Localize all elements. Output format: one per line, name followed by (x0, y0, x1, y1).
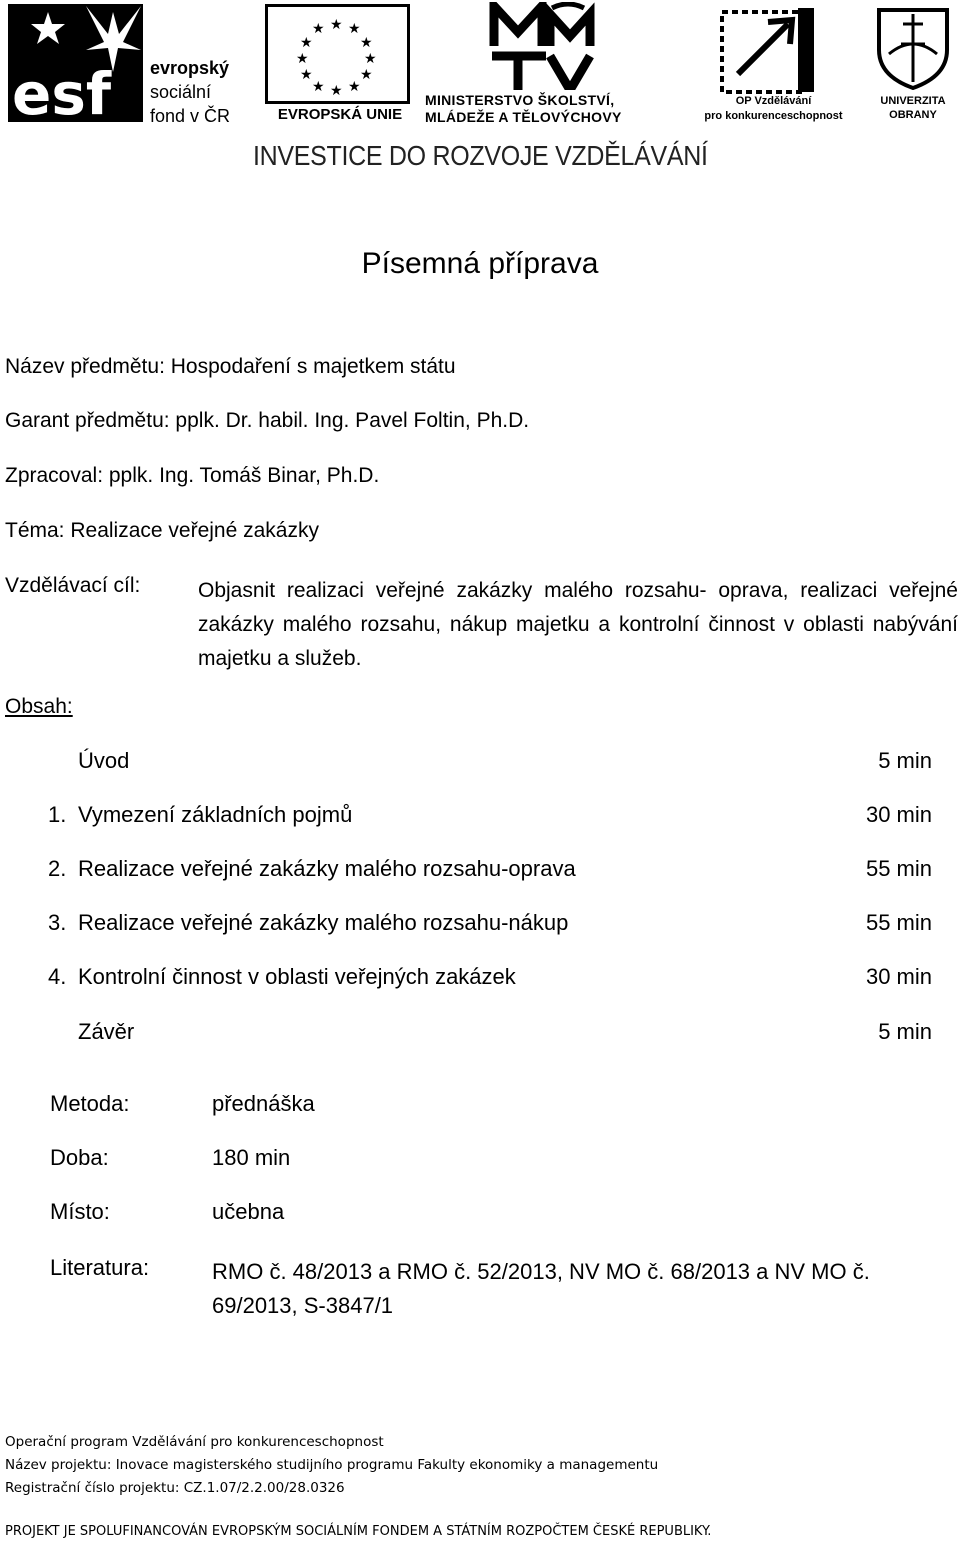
guarantor-line: Garant předmětu: pplk. Dr. habil. Ing. Pavel Foltin, Ph.D. (5, 409, 530, 432)
goal-text: Objasnit realizaci veřejné zakázky malého rozsahu- oprava, realizaci veřejné zakázky malého rozsahu, nákup majetku a kontrolní činnost v oblasti nabývání majetku a služeb. (198, 579, 958, 670)
eu-caption: EVROPSKÁ UNIE (277, 106, 403, 123)
toc-item-number: 3. (48, 910, 67, 935)
svg-text:★: ★ (364, 51, 377, 67)
toc-item-time: 5 min (878, 748, 932, 773)
svg-text:★: ★ (296, 51, 309, 67)
op-logo (718, 4, 818, 96)
svg-text:esf: esf (12, 60, 112, 122)
eu-flag (265, 4, 410, 104)
toc-item-label: Realizace veřejné zakázky malého rozsahu-oprava (78, 856, 576, 881)
subject-line: Název předmětu: Hospodaření s majetkem státu (5, 355, 456, 378)
toc-item-time: 55 min (865, 910, 932, 935)
toc-item-number: 1. (48, 802, 67, 827)
page-title: Písemná příprava (361, 247, 599, 280)
footer-program: Operační program Vzdělávání pro konkurenceschopnost (5, 1434, 384, 1450)
topic-line: Téma: Realizace veřejné zakázky (5, 519, 319, 542)
toc-item-number: 4. (48, 964, 67, 989)
header-slogan: INVESTICE DO ROZVOJE VZDĚLÁVÁNÍ (253, 141, 708, 172)
literature-value: RMO č. 48/2013 a RMO č. 52/2013, NV MO č. 68/2013 a NV MO č. 69/2013, S-3847/1 (212, 1259, 870, 1318)
esf-logo (8, 4, 143, 122)
content-label: Obsah: (5, 695, 73, 718)
place-value: učebna (212, 1199, 285, 1224)
svg-text:★: ★ (348, 79, 361, 95)
esf-logo-text: evropský sociální fond v ČR (150, 58, 231, 126)
svg-text:★: ★ (312, 21, 325, 37)
svg-text:★: ★ (300, 35, 313, 51)
unob-shield-logo (873, 4, 953, 90)
footer-project: Název projektu: Inovace magisterského studijního programu Fakulty ekonomiky a managementu (5, 1457, 659, 1473)
toc-item-label: Kontrolní činnost v oblasti veřejných zakázek (78, 964, 516, 989)
toc-item-label: Úvod (78, 748, 130, 773)
svg-text:★: ★ (312, 79, 325, 95)
literature-label: Literatura: (50, 1255, 150, 1280)
svg-text:★: ★ (348, 21, 361, 37)
footer-cofinance: PROJEKT JE SPOLUFINANCOVÁN EVROPSKÝM SOCIÁLNÍM FONDEM A STÁTNÍM ROZPOČTEM ČESKÉ REPUBLIKY. (5, 1524, 712, 1539)
toc-item-number: 2. (48, 856, 67, 881)
toc-item-label: Realizace veřejné zakázky malého rozsahu-nákup (78, 910, 569, 935)
duration-value: 180 min (212, 1145, 291, 1170)
place-label: Místo: (50, 1199, 110, 1224)
toc-item-label: Vymezení základních pojmů (78, 802, 353, 827)
toc-item-label: Závěr (78, 1019, 135, 1044)
author-line: Zpracoval: pplk. Ing. Tomáš Binar, Ph.D. (5, 464, 380, 487)
goal-label: Vzdělávací cíl: (5, 574, 141, 597)
toc-item-time: 30 min (865, 802, 932, 827)
unob-logo-text: UNIVERZITA OBRANY (880, 95, 946, 121)
toc-item-time: 55 min (865, 856, 932, 881)
toc-item-time: 30 min (865, 964, 932, 989)
svg-text:★: ★ (360, 35, 373, 51)
svg-text:★: ★ (360, 67, 373, 83)
msmt-logo-text: MINISTERSTVO ŠKOLSTVÍ, MLÁDEŽE A TĚLOVÝCHOVY (425, 92, 622, 125)
op-logo-text: OP Vzdělávání pro konkurenceschopnost (704, 95, 843, 122)
svg-text:★: ★ (300, 67, 313, 83)
method-value: přednáška (212, 1091, 315, 1116)
duration-label: Doba: (50, 1145, 109, 1170)
footer-registration: Registrační číslo projektu: CZ.1.07/2.2.00/28.0326 (5, 1480, 345, 1496)
toc-item-time: 5 min (878, 1019, 932, 1044)
svg-text:★: ★ (330, 17, 343, 33)
method-label: Metoda: (50, 1091, 130, 1116)
svg-text:★: ★ (330, 83, 343, 99)
msmt-logo (488, 2, 608, 90)
